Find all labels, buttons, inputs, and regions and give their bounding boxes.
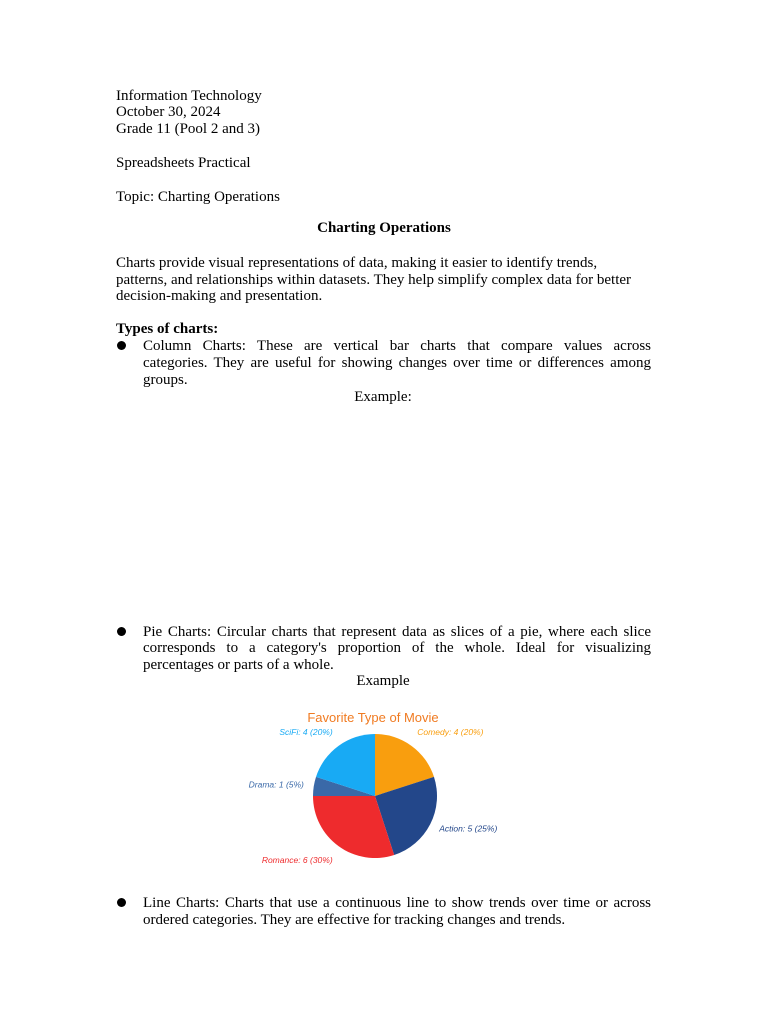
grade-line: Grade 11 (Pool 2 and 3) [116,121,260,137]
bullet-icon [117,627,126,636]
pie-slice-label: Comedy: 4 (20%) [417,726,484,737]
pie-chart-line: corresponds to a category's proportion of the whole. Ideal for visualizing [143,640,651,656]
chart-title: Favorite Type of Movie [307,710,439,725]
bullet-icon [117,898,126,907]
column-chart-line: groups. [143,372,188,388]
pie-slice-label: Drama: 1 (5%) [248,779,304,790]
date-line: October 30, 2024 [116,104,221,120]
bullet-icon [117,341,126,350]
intro-line: decision-making and presentation. [116,288,323,304]
topic-line: Topic: Charting Operations [116,189,280,205]
pie-chart-line: percentages or parts of a whole. [143,657,334,673]
pie-chart-line: Pie Charts: Circular charts that represent data as slices of a pie, where each slice [143,624,651,640]
pie-slice-label: SciFi: 4 (20%) [279,726,333,737]
column-chart-line: Column Charts: These are vertical bar charts that compare values across [143,338,651,354]
pie-slice-label: Romance: 6 (30%) [261,855,333,866]
page-title: Charting Operations [317,220,451,236]
intro-line: Charts provide visual representations of data, making it easier to identify trends, [116,255,598,271]
column-example-label: Example: [354,389,412,405]
practical-line: Spreadsheets Practical [116,155,251,171]
types-heading: Types of charts: [116,321,219,337]
subject-line: Information Technology [116,88,262,104]
pie-chart [245,706,505,866]
pie-chart-svg [245,706,505,866]
line-chart-line: ordered categories. They are effective for tracking changes and trends. [143,912,566,928]
pie-example-label: Example [356,673,410,689]
line-chart-line: Line Charts: Charts that use a continuous line to show trends over time or across [143,895,651,911]
pie-slice-label: Action: 5 (25%) [439,823,498,834]
column-chart-line: categories. They are useful for showing changes over time or differences among [143,355,651,371]
intro-line: patterns, and relationships within datasets. They help simplify complex data for better [116,272,632,288]
